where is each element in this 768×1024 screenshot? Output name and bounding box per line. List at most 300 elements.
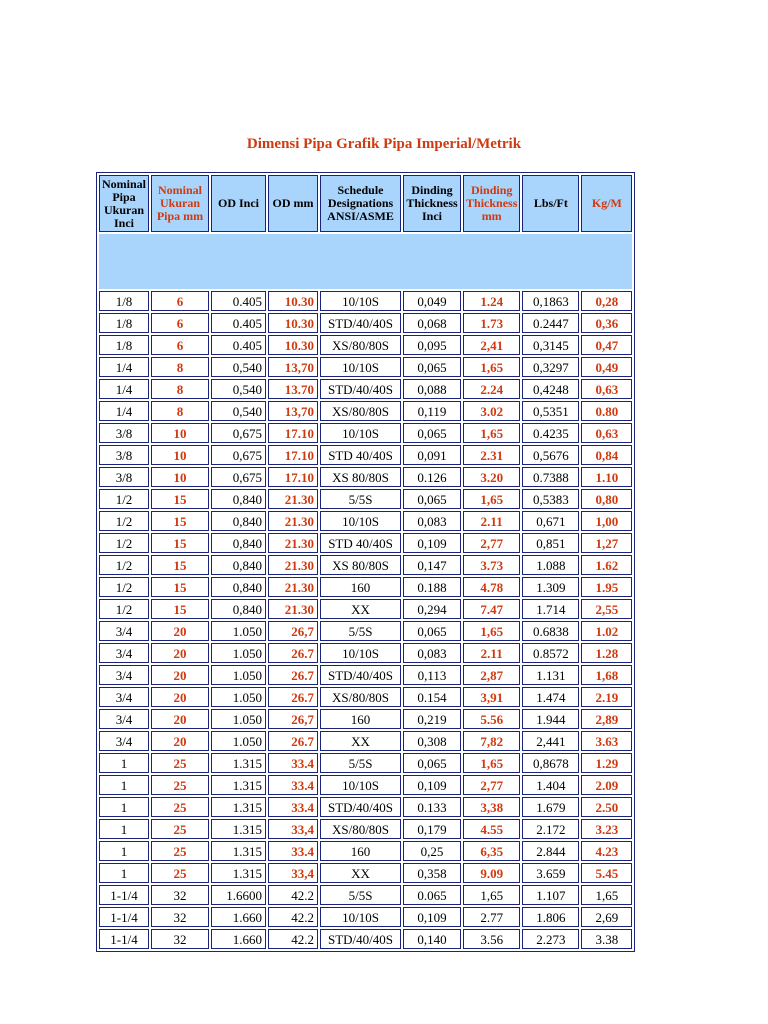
cell-wall-mm: 4.78 — [463, 577, 520, 597]
cell-wall-inci: 0,25 — [403, 841, 461, 861]
cell-wall-inci: 0.065 — [403, 885, 461, 905]
cell-kg-m: 1,65 — [581, 885, 632, 905]
cell-lbs-ft: 0,1863 — [522, 291, 579, 311]
cell-lbs-ft: 0,851 — [522, 533, 579, 553]
cell-nominal-mm: 6 — [151, 335, 209, 355]
cell-nominal-inci: 1/2 — [99, 577, 149, 597]
cell-nominal-inci: 1/4 — [99, 357, 149, 377]
table-row — [99, 885, 632, 905]
cell-nominal-mm: 6 — [151, 291, 209, 311]
cell-schedule: STD/40/40S — [320, 929, 401, 949]
cell-nominal-inci: 3/4 — [99, 643, 149, 663]
cell-wall-mm: 7.47 — [463, 599, 520, 619]
cell-lbs-ft: 1.474 — [522, 687, 579, 707]
cell-wall-inci: 0.154 — [403, 687, 461, 707]
cell-lbs-ft: 1.404 — [522, 775, 579, 795]
cell-od-mm: 21.30 — [268, 489, 318, 509]
cell-lbs-ft: 1.107 — [522, 885, 579, 905]
cell-lbs-ft: 0,4248 — [522, 379, 579, 399]
cell-kg-m: 1.62 — [581, 555, 632, 575]
cell-kg-m: 5.45 — [581, 863, 632, 883]
table-row — [99, 599, 632, 619]
cell-nominal-mm: 10 — [151, 423, 209, 443]
cell-od-mm: 26,7 — [268, 709, 318, 729]
header-od-mm: OD mm — [268, 175, 318, 232]
cell-schedule: STD 40/40S — [320, 445, 401, 465]
cell-kg-m: 3.23 — [581, 819, 632, 839]
cell-kg-m: 0,47 — [581, 335, 632, 355]
cell-lbs-ft: 0,671 — [522, 511, 579, 531]
cell-nominal-mm: 8 — [151, 379, 209, 399]
cell-wall-inci: 0,109 — [403, 533, 461, 553]
cell-kg-m: 1,68 — [581, 665, 632, 685]
cell-od-mm: 33.4 — [268, 753, 318, 773]
cell-wall-inci: 0,095 — [403, 335, 461, 355]
table-row — [99, 907, 632, 927]
cell-nominal-mm: 6 — [151, 313, 209, 333]
cell-lbs-ft: 0,8678 — [522, 753, 579, 773]
cell-kg-m: 0,63 — [581, 379, 632, 399]
cell-schedule: STD/40/40S — [320, 379, 401, 399]
cell-wall-mm: 9.09 — [463, 863, 520, 883]
table-row — [99, 665, 632, 685]
cell-lbs-ft: 0.6838 — [522, 621, 579, 641]
cell-nominal-inci: 1 — [99, 863, 149, 883]
cell-od-mm: 17.10 — [268, 467, 318, 487]
table-row — [99, 555, 632, 575]
cell-wall-mm: 2,87 — [463, 665, 520, 685]
cell-nominal-mm: 20 — [151, 709, 209, 729]
cell-wall-inci: 0,219 — [403, 709, 461, 729]
cell-od-inci: 1.315 — [211, 753, 266, 773]
table-row — [99, 621, 632, 641]
table-row — [99, 775, 632, 795]
cell-nominal-mm: 15 — [151, 489, 209, 509]
table-row — [99, 467, 632, 487]
cell-kg-m: 1.29 — [581, 753, 632, 773]
cell-schedule: STD 40/40S — [320, 533, 401, 553]
cell-od-inci: 0,540 — [211, 401, 266, 421]
cell-od-inci: 1.315 — [211, 775, 266, 795]
cell-nominal-inci: 1/8 — [99, 291, 149, 311]
cell-wall-mm: 3.02 — [463, 401, 520, 421]
cell-nominal-mm: 15 — [151, 533, 209, 553]
cell-wall-mm: 5.56 — [463, 709, 520, 729]
table-row — [99, 577, 632, 597]
cell-schedule: XS/80/80S — [320, 687, 401, 707]
cell-schedule: 5/5S — [320, 885, 401, 905]
cell-od-inci: 1.050 — [211, 731, 266, 751]
cell-od-inci: 0,840 — [211, 511, 266, 531]
cell-od-inci: 1.315 — [211, 841, 266, 861]
cell-nominal-inci: 1/4 — [99, 401, 149, 421]
cell-lbs-ft: 0,5676 — [522, 445, 579, 465]
cell-schedule: 10/10S — [320, 357, 401, 377]
cell-nominal-mm: 20 — [151, 665, 209, 685]
cell-od-mm: 13,70 — [268, 357, 318, 377]
cell-od-inci: 0,540 — [211, 357, 266, 377]
cell-kg-m: 0,36 — [581, 313, 632, 333]
table-row — [99, 797, 632, 817]
cell-schedule: 10/10S — [320, 291, 401, 311]
cell-nominal-inci: 1/2 — [99, 489, 149, 509]
cell-od-inci: 0.405 — [211, 335, 266, 355]
table-row — [99, 731, 632, 751]
cell-schedule: 5/5S — [320, 753, 401, 773]
pipe-dimension-table — [96, 172, 635, 952]
cell-wall-inci: 0,179 — [403, 819, 461, 839]
cell-od-inci: 1.6600 — [211, 885, 266, 905]
cell-od-mm: 21.30 — [268, 599, 318, 619]
cell-nominal-mm: 32 — [151, 907, 209, 927]
cell-wall-mm: 1,65 — [463, 621, 520, 641]
cell-nominal-inci: 1/2 — [99, 555, 149, 575]
cell-kg-m: 1.28 — [581, 643, 632, 663]
cell-schedule: 5/5S — [320, 621, 401, 641]
table-row — [99, 863, 632, 883]
header-wall-inci: Dinding Thickness Inci — [403, 175, 461, 232]
cell-wall-mm: 1.73 — [463, 313, 520, 333]
cell-od-inci: 1.315 — [211, 819, 266, 839]
cell-od-inci: 0,840 — [211, 577, 266, 597]
cell-nominal-inci: 1/8 — [99, 313, 149, 333]
cell-nominal-inci: 1-1/4 — [99, 929, 149, 949]
cell-lbs-ft: 0.7388 — [522, 467, 579, 487]
cell-wall-mm: 2.11 — [463, 511, 520, 531]
table-row — [99, 511, 632, 531]
cell-wall-inci: 0,119 — [403, 401, 461, 421]
cell-wall-mm: 2,77 — [463, 533, 520, 553]
table-body — [99, 291, 632, 949]
cell-wall-inci: 0.133 — [403, 797, 461, 817]
cell-kg-m: 0.80 — [581, 401, 632, 421]
header-kg-m: Kg/M — [581, 175, 632, 232]
table-row — [99, 643, 632, 663]
cell-kg-m: 0,49 — [581, 357, 632, 377]
cell-schedule: 160 — [320, 709, 401, 729]
cell-nominal-inci: 3/8 — [99, 445, 149, 465]
table-row — [99, 687, 632, 707]
cell-lbs-ft: 2,441 — [522, 731, 579, 751]
cell-wall-mm: 3,91 — [463, 687, 520, 707]
cell-wall-mm: 6,35 — [463, 841, 520, 861]
cell-nominal-inci: 1 — [99, 775, 149, 795]
cell-lbs-ft: 1.944 — [522, 709, 579, 729]
cell-nominal-mm: 8 — [151, 401, 209, 421]
cell-wall-mm: 2.77 — [463, 907, 520, 927]
cell-kg-m: 1.02 — [581, 621, 632, 641]
cell-wall-inci: 0.188 — [403, 577, 461, 597]
table-row — [99, 753, 632, 773]
cell-wall-inci: 0,068 — [403, 313, 461, 333]
cell-schedule: XS/80/80S — [320, 401, 401, 421]
cell-wall-inci: 0.126 — [403, 467, 461, 487]
cell-kg-m: 2,69 — [581, 907, 632, 927]
cell-nominal-mm: 10 — [151, 467, 209, 487]
cell-od-mm: 26.7 — [268, 731, 318, 751]
cell-wall-inci: 0,113 — [403, 665, 461, 685]
cell-nominal-mm: 25 — [151, 841, 209, 861]
page-title: Dimensi Pipa Grafik Pipa Imperial/Metrik — [246, 136, 522, 152]
cell-od-inci: 0,675 — [211, 423, 266, 443]
cell-kg-m: 0,84 — [581, 445, 632, 465]
cell-od-inci: 1.050 — [211, 687, 266, 707]
cell-schedule: XX — [320, 863, 401, 883]
cell-od-inci: 1.315 — [211, 863, 266, 883]
cell-od-mm: 17.10 — [268, 445, 318, 465]
header-wall-mm: Dinding Thickness mm — [463, 175, 520, 232]
table-row — [99, 291, 632, 311]
cell-wall-mm: 2.24 — [463, 379, 520, 399]
cell-od-inci: 1.315 — [211, 797, 266, 817]
cell-od-mm: 33,4 — [268, 819, 318, 839]
cell-wall-inci: 0,083 — [403, 511, 461, 531]
cell-od-inci: 1.050 — [211, 643, 266, 663]
cell-wall-mm: 3,38 — [463, 797, 520, 817]
cell-schedule: XS/80/80S — [320, 335, 401, 355]
cell-kg-m: 1.95 — [581, 577, 632, 597]
cell-nominal-inci: 1 — [99, 797, 149, 817]
cell-wall-mm: 4.55 — [463, 819, 520, 839]
cell-kg-m: 2.50 — [581, 797, 632, 817]
cell-nominal-inci: 1-1/4 — [99, 907, 149, 927]
cell-lbs-ft: 2.844 — [522, 841, 579, 861]
cell-wall-mm: 1.24 — [463, 291, 520, 311]
table-row — [99, 489, 632, 509]
cell-wall-mm: 2.11 — [463, 643, 520, 663]
cell-lbs-ft: 1.131 — [522, 665, 579, 685]
cell-nominal-inci: 3/8 — [99, 423, 149, 443]
cell-od-mm: 10.30 — [268, 335, 318, 355]
cell-nominal-inci: 1 — [99, 819, 149, 839]
cell-nominal-mm: 15 — [151, 599, 209, 619]
cell-wall-inci: 0,358 — [403, 863, 461, 883]
cell-nominal-mm: 20 — [151, 621, 209, 641]
cell-od-mm: 10.30 — [268, 313, 318, 333]
cell-lbs-ft: 1.806 — [522, 907, 579, 927]
header-nominal-mm: Nominal Ukuran Pipa mm — [151, 175, 209, 232]
cell-od-mm: 33.4 — [268, 797, 318, 817]
cell-wall-inci: 0,065 — [403, 621, 461, 641]
cell-od-mm: 26.7 — [268, 665, 318, 685]
cell-od-mm: 42.2 — [268, 929, 318, 949]
cell-lbs-ft: 0,5351 — [522, 401, 579, 421]
cell-nominal-inci: 1-1/4 — [99, 885, 149, 905]
cell-schedule: 10/10S — [320, 423, 401, 443]
cell-nominal-inci: 1 — [99, 753, 149, 773]
cell-od-inci: 1.660 — [211, 907, 266, 927]
cell-nominal-mm: 20 — [151, 643, 209, 663]
cell-od-mm: 21.30 — [268, 511, 318, 531]
table-row — [99, 423, 632, 443]
cell-nominal-inci: 3/4 — [99, 709, 149, 729]
cell-wall-inci: 0,049 — [403, 291, 461, 311]
table-row — [99, 313, 632, 333]
cell-schedule: STD/40/40S — [320, 797, 401, 817]
cell-nominal-mm: 25 — [151, 819, 209, 839]
cell-nominal-inci: 1/2 — [99, 533, 149, 553]
cell-wall-mm: 1,65 — [463, 489, 520, 509]
cell-lbs-ft: 1.088 — [522, 555, 579, 575]
cell-wall-mm: 2,41 — [463, 335, 520, 355]
cell-od-inci: 0.405 — [211, 313, 266, 333]
cell-od-mm: 33,4 — [268, 863, 318, 883]
cell-kg-m: 2.19 — [581, 687, 632, 707]
cell-lbs-ft: 1.714 — [522, 599, 579, 619]
cell-schedule: 160 — [320, 577, 401, 597]
cell-wall-mm: 7,82 — [463, 731, 520, 751]
table-row — [99, 401, 632, 421]
cell-wall-inci: 0,065 — [403, 357, 461, 377]
cell-wall-inci: 0,065 — [403, 423, 461, 443]
header-od-inci: OD Inci — [211, 175, 266, 232]
cell-od-inci: 0,840 — [211, 555, 266, 575]
cell-schedule: 10/10S — [320, 907, 401, 927]
cell-lbs-ft: 2.172 — [522, 819, 579, 839]
cell-schedule: 10/10S — [320, 511, 401, 531]
cell-kg-m: 0,80 — [581, 489, 632, 509]
cell-nominal-inci: 3/4 — [99, 665, 149, 685]
cell-wall-inci: 0,088 — [403, 379, 461, 399]
cell-od-inci: 0,675 — [211, 445, 266, 465]
cell-kg-m: 3.38 — [581, 929, 632, 949]
cell-nominal-inci: 3/8 — [99, 467, 149, 487]
cell-od-inci: 0,840 — [211, 599, 266, 619]
cell-schedule: 160 — [320, 841, 401, 861]
cell-wall-inci: 0,147 — [403, 555, 461, 575]
cell-nominal-mm: 25 — [151, 753, 209, 773]
cell-wall-mm: 3.20 — [463, 467, 520, 487]
cell-kg-m: 4.23 — [581, 841, 632, 861]
cell-kg-m: 2,55 — [581, 599, 632, 619]
cell-wall-mm: 1,65 — [463, 753, 520, 773]
cell-wall-mm: 1,65 — [463, 885, 520, 905]
cell-nominal-inci: 3/4 — [99, 731, 149, 751]
cell-lbs-ft: 0.4235 — [522, 423, 579, 443]
cell-wall-inci: 0,294 — [403, 599, 461, 619]
cell-od-mm: 21.30 — [268, 577, 318, 597]
cell-od-mm: 26.7 — [268, 687, 318, 707]
cell-od-mm: 17.10 — [268, 423, 318, 443]
cell-wall-mm: 3.73 — [463, 555, 520, 575]
cell-wall-inci: 0,065 — [403, 753, 461, 773]
cell-lbs-ft: 0,5383 — [522, 489, 579, 509]
cell-wall-mm: 3.56 — [463, 929, 520, 949]
header-row — [99, 175, 632, 232]
cell-od-inci: 0,840 — [211, 533, 266, 553]
cell-nominal-mm: 15 — [151, 577, 209, 597]
cell-nominal-mm: 10 — [151, 445, 209, 465]
cell-wall-inci: 0,091 — [403, 445, 461, 465]
cell-lbs-ft: 1.679 — [522, 797, 579, 817]
cell-od-inci: 1.050 — [211, 621, 266, 641]
table-row — [99, 357, 632, 377]
cell-od-mm: 10.30 — [268, 291, 318, 311]
cell-kg-m: 1,27 — [581, 533, 632, 553]
cell-nominal-mm: 25 — [151, 797, 209, 817]
cell-od-mm: 13,70 — [268, 401, 318, 421]
cell-wall-mm: 2.31 — [463, 445, 520, 465]
cell-nominal-inci: 3/4 — [99, 687, 149, 707]
cell-nominal-mm: 15 — [151, 555, 209, 575]
cell-kg-m: 2.09 — [581, 775, 632, 795]
cell-nominal-mm: 25 — [151, 775, 209, 795]
cell-wall-inci: 0,083 — [403, 643, 461, 663]
cell-lbs-ft: 1.309 — [522, 577, 579, 597]
cell-schedule: XS/80/80S — [320, 819, 401, 839]
cell-od-inci: 1.050 — [211, 665, 266, 685]
table-row — [99, 379, 632, 399]
cell-od-mm: 13.70 — [268, 379, 318, 399]
cell-kg-m: 1.10 — [581, 467, 632, 487]
cell-wall-mm: 1,65 — [463, 423, 520, 443]
cell-od-mm: 26,7 — [268, 621, 318, 641]
header-lbs-ft: Lbs/Ft — [522, 175, 579, 232]
cell-kg-m: 1,00 — [581, 511, 632, 531]
cell-od-inci: 0,540 — [211, 379, 266, 399]
cell-wall-inci: 0,065 — [403, 489, 461, 509]
table-row — [99, 709, 632, 729]
cell-od-mm: 21.30 — [268, 533, 318, 553]
cell-od-mm: 33.4 — [268, 775, 318, 795]
cell-lbs-ft: 0,3145 — [522, 335, 579, 355]
cell-kg-m: 2,89 — [581, 709, 632, 729]
cell-lbs-ft: 0,3297 — [522, 357, 579, 377]
cell-lbs-ft: 0.2447 — [522, 313, 579, 333]
cell-od-mm: 42.2 — [268, 885, 318, 905]
cell-nominal-inci: 1/8 — [99, 335, 149, 355]
cell-schedule: STD/40/40S — [320, 313, 401, 333]
cell-nominal-inci: 3/4 — [99, 621, 149, 641]
cell-od-mm: 33.4 — [268, 841, 318, 861]
cell-kg-m: 3.63 — [581, 731, 632, 751]
header-nominal-inci: Nominal Pipa Ukuran Inci — [99, 175, 149, 232]
cell-lbs-ft: 3.659 — [522, 863, 579, 883]
header-schedule: Schedule Designations ANSI/ASME — [320, 175, 401, 232]
cell-od-inci: 0.405 — [211, 291, 266, 311]
cell-nominal-mm: 8 — [151, 357, 209, 377]
cell-nominal-inci: 1/2 — [99, 599, 149, 619]
cell-nominal-mm: 15 — [151, 511, 209, 531]
cell-od-mm: 21.30 — [268, 555, 318, 575]
cell-nominal-mm: 20 — [151, 687, 209, 707]
cell-schedule: 5/5S — [320, 489, 401, 509]
cell-od-inci: 0,840 — [211, 489, 266, 509]
table-row — [99, 533, 632, 553]
cell-wall-inci: 0,109 — [403, 907, 461, 927]
cell-lbs-ft: 0.8572 — [522, 643, 579, 663]
cell-wall-inci: 0,109 — [403, 775, 461, 795]
cell-nominal-mm: 25 — [151, 863, 209, 883]
cell-od-inci: 0,675 — [211, 467, 266, 487]
cell-kg-m: 0,28 — [581, 291, 632, 311]
cell-nominal-inci: 1/2 — [99, 511, 149, 531]
cell-kg-m: 0,63 — [581, 423, 632, 443]
cell-nominal-inci: 1/4 — [99, 379, 149, 399]
cell-nominal-mm: 32 — [151, 885, 209, 905]
cell-wall-mm: 2,77 — [463, 775, 520, 795]
cell-nominal-mm: 20 — [151, 731, 209, 751]
cell-wall-inci: 0,308 — [403, 731, 461, 751]
cell-schedule: 10/10S — [320, 775, 401, 795]
table-row — [99, 335, 632, 355]
cell-schedule: XS 80/80S — [320, 467, 401, 487]
cell-nominal-mm: 32 — [151, 929, 209, 949]
cell-schedule: 10/10S — [320, 643, 401, 663]
cell-lbs-ft: 2.273 — [522, 929, 579, 949]
cell-schedule: XX — [320, 731, 401, 751]
cell-nominal-inci: 1 — [99, 841, 149, 861]
